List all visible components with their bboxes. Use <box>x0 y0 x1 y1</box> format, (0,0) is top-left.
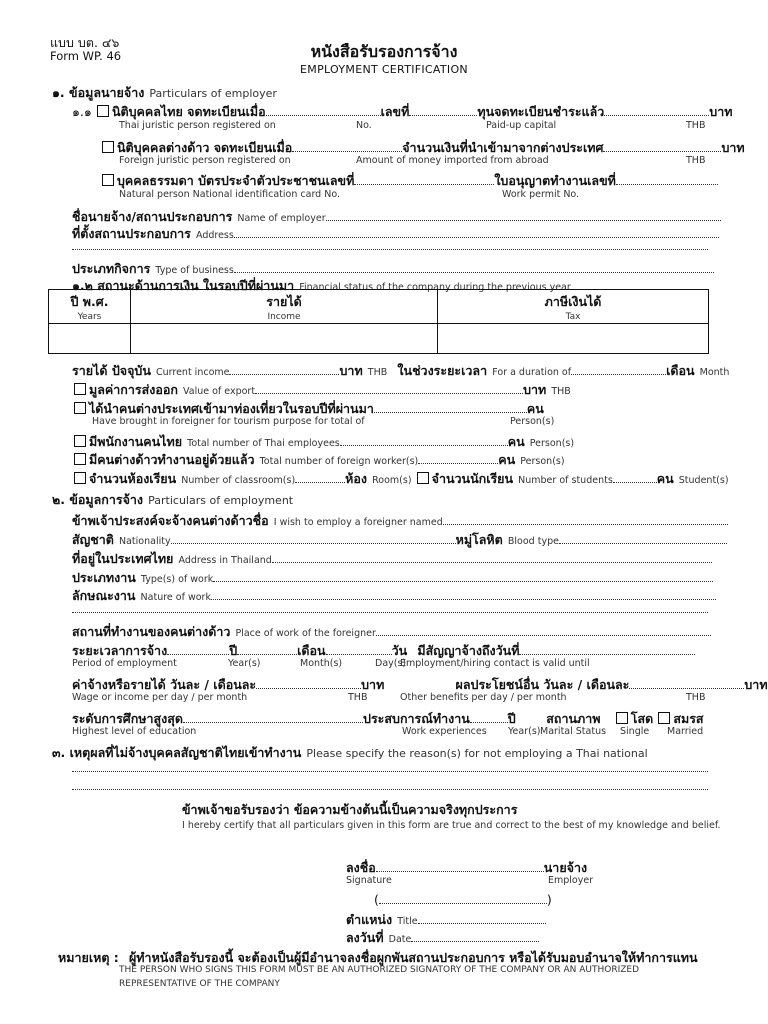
natural-person-checkbox[interactable] <box>102 174 114 186</box>
tourism-en: Have brought in foreigner for tourism purpose for total of <box>92 416 365 427</box>
signature-en: Signature <box>346 875 392 886</box>
education-en: Highest level of education <box>72 726 197 737</box>
single-checkbox[interactable] <box>616 712 628 724</box>
period-row: ระยะเวลาการจ้าง ปี เดือน วัน มีสัญญาจ้างถึงวันที่ <box>72 640 695 661</box>
signature-field[interactable] <box>376 862 544 872</box>
natural-person-en: Natural person National identification card No. <box>119 189 341 200</box>
single-en: Single <box>620 726 650 737</box>
classroom-row: จำนวนห้องเรียน Number of classroom(s) ห้อง Room(s) จำนวนนักเรียน Number of students คน Student(s) <box>74 468 729 489</box>
current-income-row: รายได้ ปัจจุบัน Current income บาท THB ในช่วงระยะเวลา For a duration of เดือน Month <box>72 363 730 378</box>
married-checkbox[interactable] <box>658 712 670 724</box>
benefit-thb-en: THB <box>686 692 706 703</box>
nature-line-2[interactable] <box>72 611 708 613</box>
work-permit-en: Work permit No. <box>502 189 580 200</box>
printed-name-field[interactable] <box>379 894 547 904</box>
foreign-workers-checkbox[interactable] <box>74 453 86 465</box>
thai-juristic-checkbox[interactable] <box>97 105 109 117</box>
table-header-years: ปี พ.ศ. Years <box>49 290 131 324</box>
name-paren-row: ( ) <box>374 892 552 907</box>
married-en: Married <box>667 726 704 737</box>
business-type-row: ประเภทกิจการ Type of business <box>72 258 714 279</box>
export-checkbox[interactable] <box>74 383 86 395</box>
form-title-en: EMPLOYMENT CERTIFICATION <box>300 63 468 76</box>
note-en-2: REPRESENTATIVE OF THE COMPANY <box>119 979 280 989</box>
certification-th: ข้าพเจ้าขอรับรองว่า ข้อความข้างต้นนี้เป็นความจริงทุกประการ <box>182 802 518 817</box>
education-row: ระดับการศึกษาสูงสุด ประสบการณ์ทำงาน ปี สถานภาพ โสด สมรส <box>72 711 704 726</box>
section-1-heading: ๑. ข้อมูลนายจ้าง Particulars of employer <box>52 85 277 100</box>
persons-en: Person(s) <box>510 416 555 427</box>
thai-address-row: ที่อยู่ในประเทศไทย Address in Thailand <box>72 548 712 569</box>
form-code-en: Form WP. 46 <box>50 49 122 63</box>
section-3-heading: ๓. เหตุผลที่ไม่จ้างบุคคลสัญชาติไทยเข้าทำงาน Please specify the reason(s) for not employing a Thai national <box>52 745 648 760</box>
employer-en: Employer <box>548 875 594 886</box>
students-checkbox[interactable] <box>417 472 429 484</box>
export-row: มูลค่าการส่งออก Value of export บาท THB <box>74 379 571 400</box>
form-title-th: หนังสือรับรองการจ้าง <box>310 42 458 61</box>
title-field[interactable] <box>418 914 546 924</box>
year-en: Year(s) <box>228 658 261 669</box>
contract-en: Employment/hiring contact is valid until <box>400 658 590 669</box>
table-header-tax: ภาษีเงินได้ Tax <box>438 290 709 324</box>
table-header-income: รายได้ Income <box>131 290 438 324</box>
table-cell-tax[interactable] <box>438 324 709 354</box>
address-line-2[interactable] <box>72 248 708 250</box>
benefit-en: Other benefits per day / per month <box>400 692 567 703</box>
tourism-checkbox[interactable] <box>74 402 86 414</box>
table-cell-year[interactable] <box>49 324 131 354</box>
wage-thb-en: THB <box>348 692 368 703</box>
foreigner-name-row: ข้าพเจ้าประสงค์จะจ้างคนต่างด้าวชื่อ I wish to employ a foreigner named <box>72 510 728 531</box>
financial-table <box>48 289 709 354</box>
paid-capital-en: Paid-up capital <box>486 120 557 131</box>
thb-en: THB <box>686 120 706 131</box>
signature-row: ลงชื่อ นายจ้าง <box>346 860 588 875</box>
nature-of-work-row: ลักษณะงาน Nature of work <box>72 585 716 606</box>
thb-en-2: THB <box>686 155 706 166</box>
thai-employees-row: มีพนักงานคนไทย Total number of Thai employees คน Person(s) <box>74 431 574 452</box>
employer-name-row: ชื่อนายจ้าง/สถานประกอบการ Name of employer <box>72 206 721 227</box>
tourism-row: ได้นำคนต่างประเทศเข้ามาท่องเที่ยวในรอบปีที่ผ่านมา คน <box>74 398 544 419</box>
thai-employees-checkbox[interactable] <box>74 435 86 447</box>
wage-row: ค่าจ้างหรือรายได้ วันละ / เดือนละ บาท ผลประโยชน์อื่น วันละ / เดือนละ บาท <box>72 677 768 692</box>
day-en: Day(s) <box>375 658 407 669</box>
experience-year-en: Year(s) <box>508 726 541 737</box>
status-en: Marital Status <box>540 726 607 737</box>
date-field[interactable] <box>411 932 539 942</box>
foreign-juristic-checkbox[interactable] <box>102 141 114 153</box>
address-row: ที่ตั้งสถานประกอบการ Address <box>72 223 719 244</box>
date-row: ลงวันที่ Date <box>346 927 539 948</box>
work-type-row: ประเภทงาน Type(s) of work <box>72 567 713 588</box>
experience-en: Work experiences <box>402 726 487 737</box>
natural-person-row: บุคคลธรรมดา บัตรประจำตัวประชาชนเลขที่ ใบอนุญาตทำงานเลขที่ <box>102 170 718 191</box>
no-en: No. <box>356 120 372 131</box>
wage-en: Wage or income per day / per month <box>72 692 248 703</box>
certification-en: I hereby certify that all particulars given in this form are true and correct to the best of my knowledge and belief. <box>182 820 721 831</box>
reason-line-2[interactable] <box>72 788 708 790</box>
month-en: Month(s) <box>300 658 343 669</box>
nationality-row: สัญชาติ Nationality หมู่โลหิต Blood type <box>72 529 727 550</box>
thai-juristic-en: Thai juristic person registered on <box>119 120 276 131</box>
table-cell-income[interactable] <box>131 324 438 354</box>
thai-juristic-row: ๑.๑ นิติบุคคลไทย จดทะเบียนเมื่อ เลขที่ ทุนจดทะเบียนชำระแล้ว บาท <box>72 104 733 119</box>
foreign-juristic-en: Foreign juristic person registered on <box>119 155 291 166</box>
section-2-heading: ๒. ข้อมูลการจ้าง Particulars of employment <box>52 492 294 507</box>
title-row: ตำแหน่ง Title <box>346 909 546 930</box>
note-row: หมายเหตุ : ผู้ทำหนังสือรับรองนี้ จะต้องเป็นผู้มีอำนาจลงชื่อผูกพันสถานประกอบการ หรือได้รับมอบอำนาจให้ทำการแทน <box>58 950 698 965</box>
note-en-1: THE PERSON WHO SIGNS THIS FORM MUST BE AN AUTHORIZED SIGNATORY OF THE COMPANY OR AN AUTHORIZED <box>119 965 640 975</box>
financial-status-heading: ๑.๒ สถานะด้านการเงิน ในรอบปีที่ผ่านมา Financial status of the company during the previous year <box>72 278 571 293</box>
place-of-work-row: สถานที่ทำงานของคนต่างด้าว Place of work of the foreigner <box>72 621 711 642</box>
foreign-workers-row: มีคนต่างด้าวทำงานอยู่ด้วยแล้ว Total number of foreign worker(s) คน Person(s) <box>74 449 565 470</box>
classroom-checkbox[interactable] <box>74 472 86 484</box>
period-en: Period of employment <box>72 658 177 669</box>
reason-line-1[interactable] <box>72 770 708 772</box>
foreign-juristic-row: นิติบุคคลต่างด้าว จดทะเบียนเมื่อ จำนวนเงินที่นำเข้ามาจากต่างประเทศ บาท <box>102 137 745 158</box>
form-code-th: แบบ บต. ๔๖ <box>50 35 120 50</box>
money-imported-en: Amount of money imported from abroad <box>356 155 549 166</box>
